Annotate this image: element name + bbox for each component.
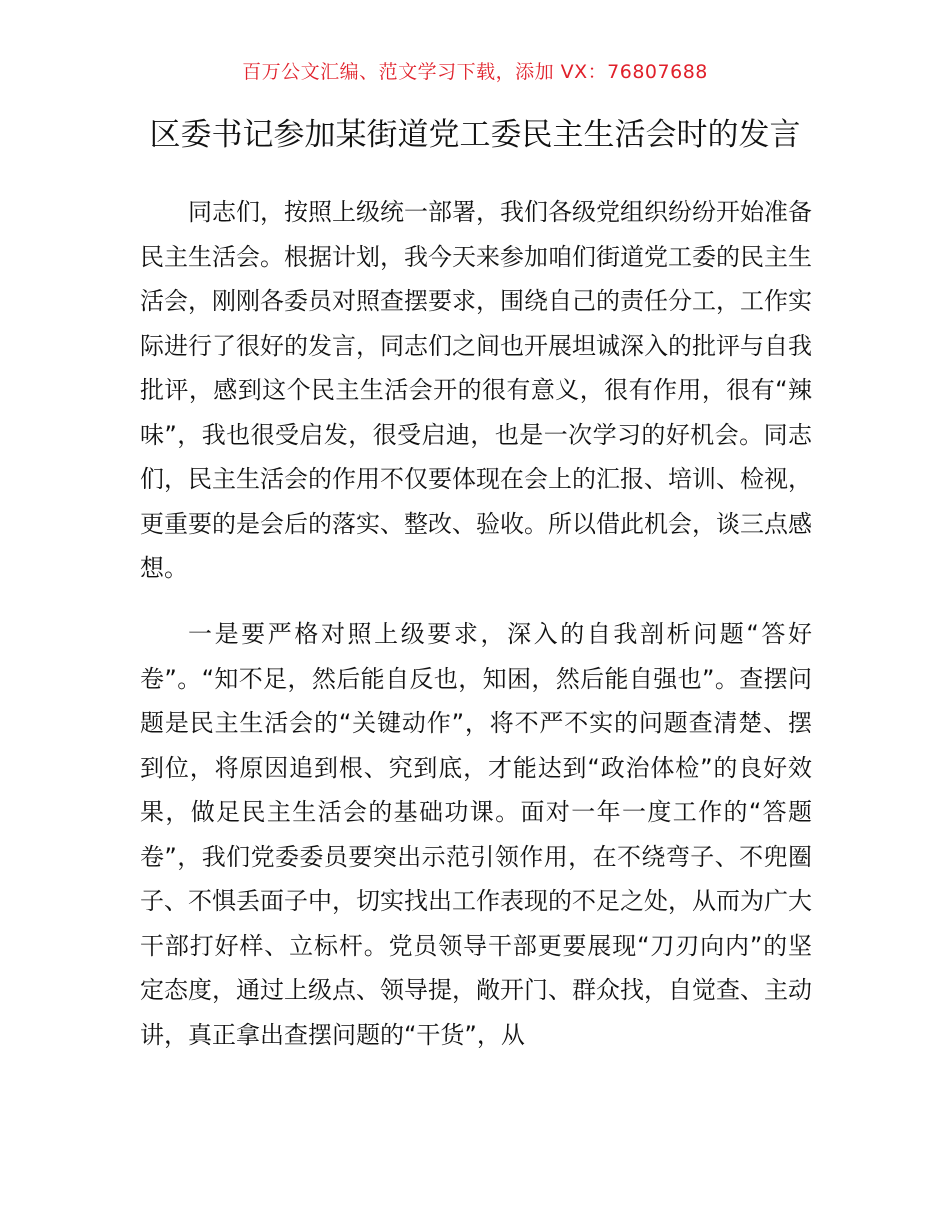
body-paragraph: 一是要严格对照上级要求，深入的自我剖析问题“答好卷”。“知不足，然后能自反也，知困，然后能自强也”。查摆问题是民主生活会的“关键动作”，将不严不实的问题查清楚、摆到位，将原因追到根、究到底，才能达到“政治体检”的良好效果，做足民主生活会的基础功课。面对一年一度工作的“答题卷”，我们党委委员要突出示范引领作用，在不绕弯子、不兜圈子、不惧丢面子中，切实找出工作表现的不足之处，从而为广大干部打好样、立标杆。党员领导干部更要展现“刀刃向内”的坚定态度，通过上级点、领导提，敞开门、群众找，自觉查、主动讲，真正拿出查摆问题的“干货”，从: [140, 620, 812, 1049]
header-notice: 百万公文汇编、范文学习下载，添加 VX：76807688: [242, 61, 708, 83]
document-title: 区委书记参加某街道党工委民主生活会时的发言: [149, 117, 801, 153]
body-paragraph: 同志们，按照上级统一部署，我们各级党组织纷纷开始准备民主生活会。根据计划，我今天来参加咱们街道党工委的民主生活会，刚刚各委员对照查摆要求，围绕自己的责任分工，工作实际进行了很好的发言，同志们之间也开展坦诚深入的批评与自我批评，感到这个民主生活会开的很有意义，很有作用，很有“辣味”，我也很受启发，很受启迪，也是一次学习的好机会。同志们，民主生活会的作用不仅要体现在会上的汇报、培训、检视，更重要的是会后的落实、整改、验收。所以借此机会，谈三点感想。: [140, 198, 812, 582]
